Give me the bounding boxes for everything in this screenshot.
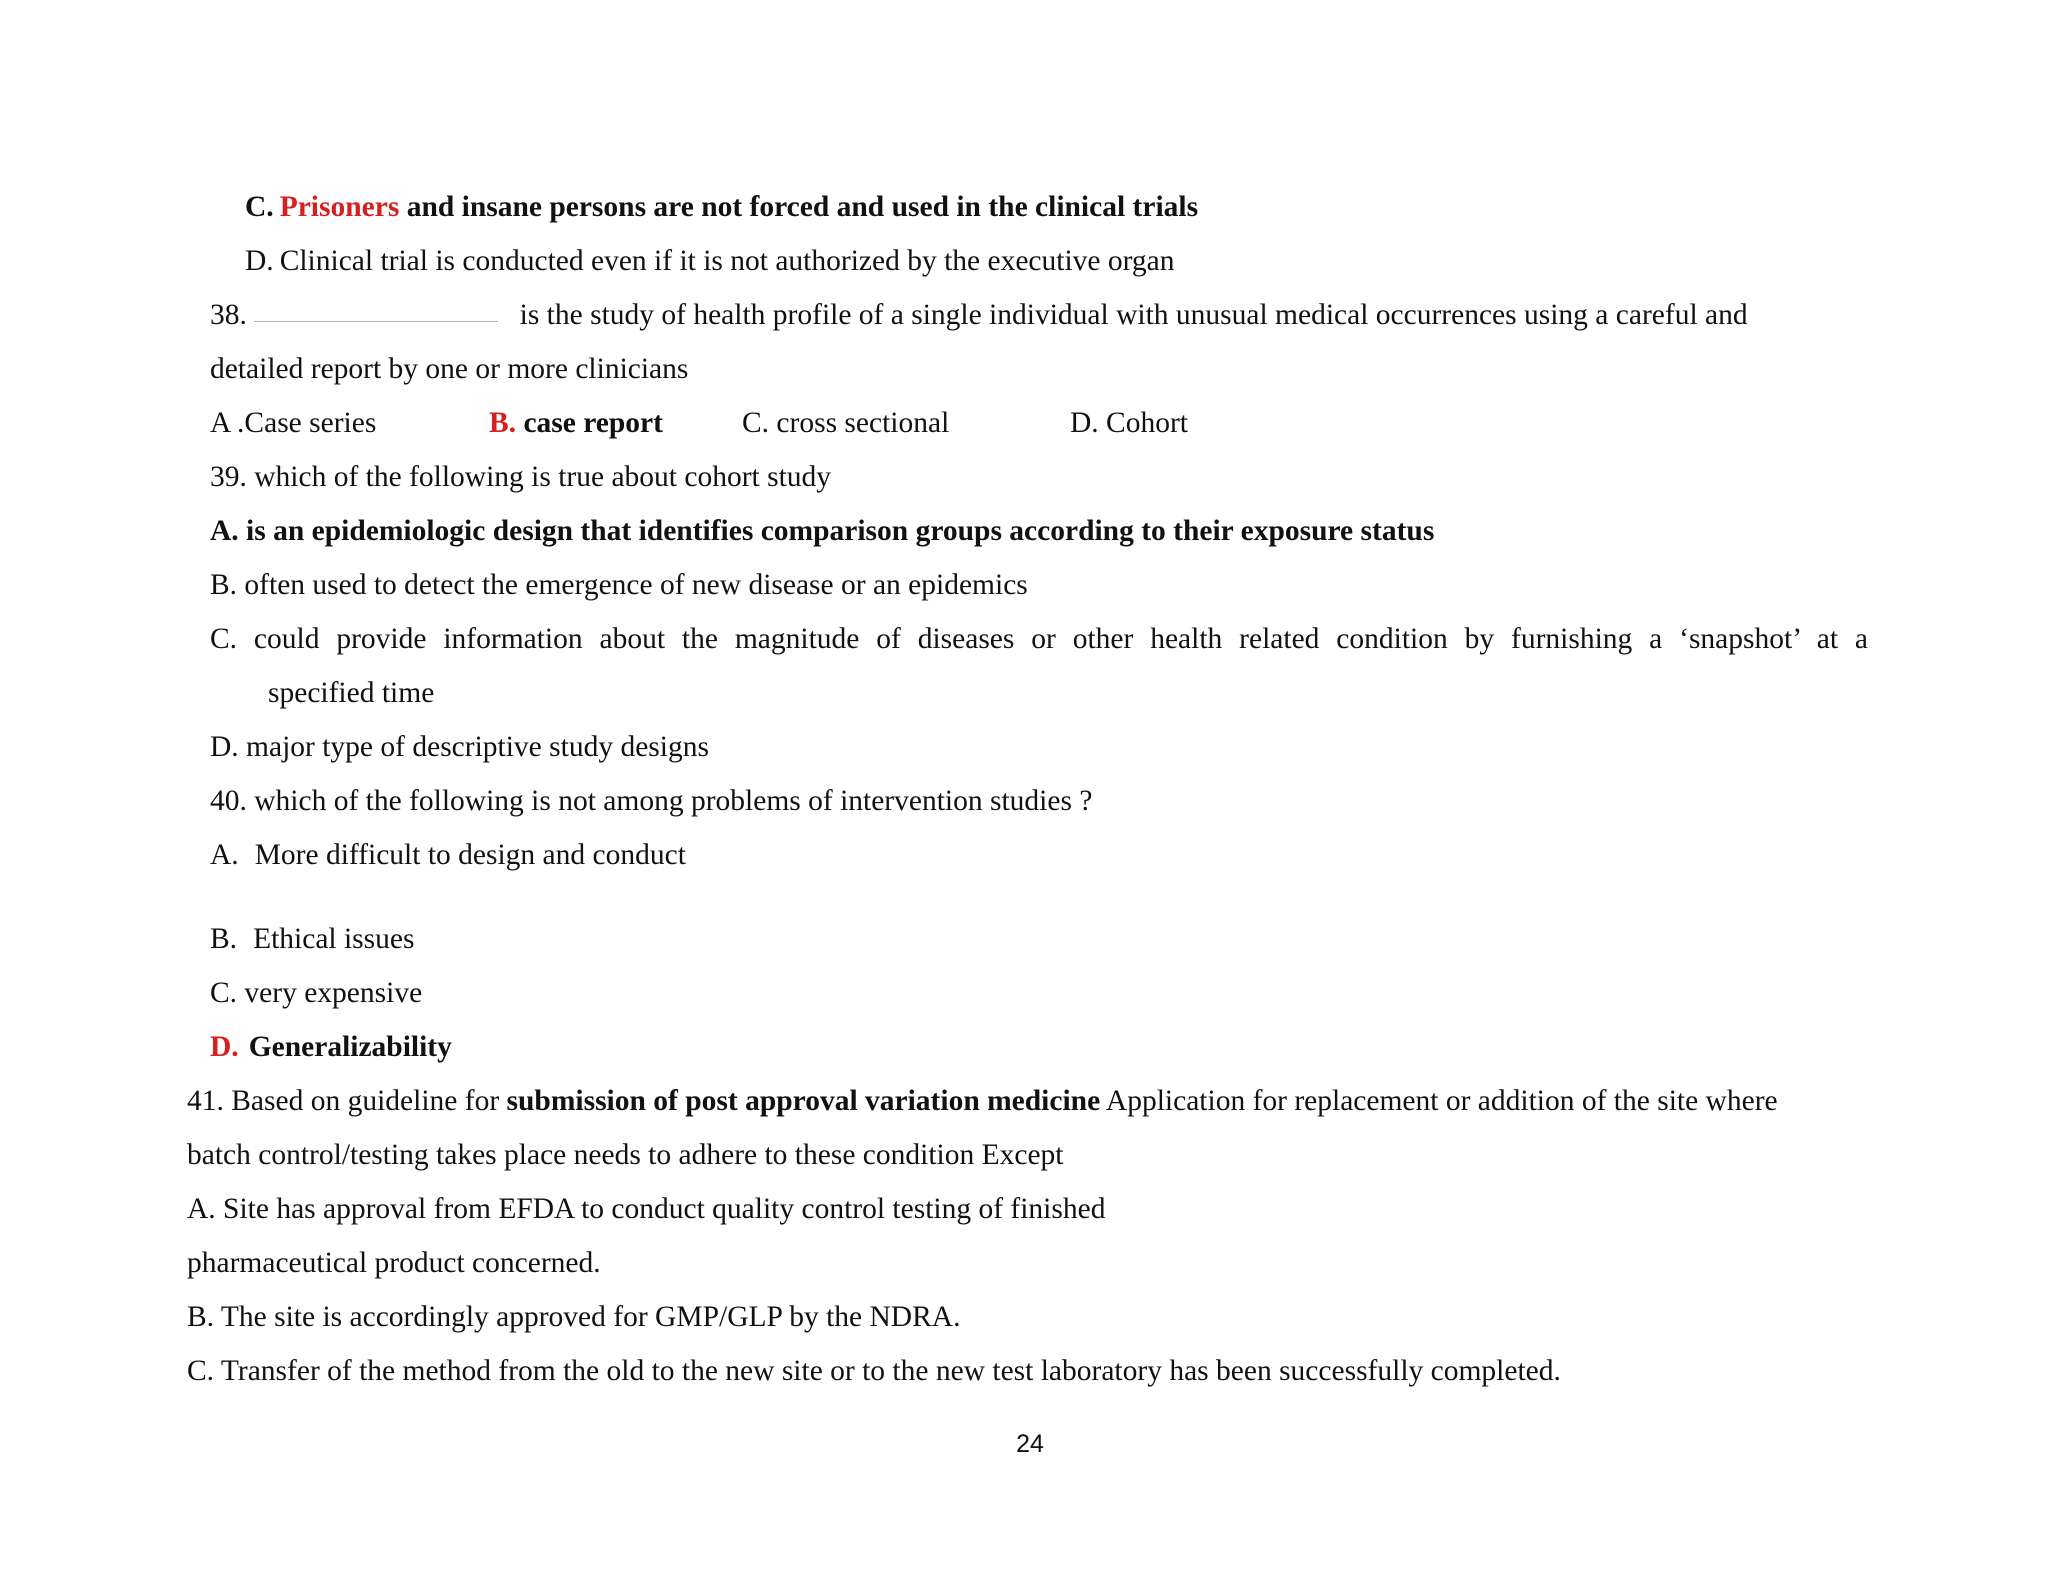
q41-option-a: A. Site has approval from EFDA to conduct quality control testing of finished xyxy=(187,1193,1106,1225)
q41-stem: 41. Based on guideline for submission of post approval variation medicine Application for replacement or addition of the site where xyxy=(187,1085,1778,1117)
q39-option-c: C. could provide information about the magnitude of diseases or other health related condition by furnishing a ‘snapshot’ at a xyxy=(210,623,1868,655)
q37-option-d: D. Clinical trial is conducted even if it is not authorized by the executive organ xyxy=(245,245,1175,277)
q38-option-c: C. cross sectional xyxy=(742,407,950,439)
page-number: 24 xyxy=(1016,1430,1044,1458)
q41-option-c: C. Transfer of the method from the old to the new site or to the new test laboratory has been successfully completed. xyxy=(187,1355,1561,1387)
q39-option-b: B. often used to detect the emergence of new disease or an epidemics xyxy=(210,569,1028,601)
q40-option-c: C. very expensive xyxy=(210,977,423,1009)
q39-option-d: D. major type of descriptive study designs xyxy=(210,731,709,763)
q38-option-b: B. case report xyxy=(489,407,663,439)
q38-option-a: A .Case series xyxy=(210,407,377,439)
q41-option-b: B. The site is accordingly approved for GMP/GLP by the NDRA. xyxy=(187,1301,961,1333)
q38-stem: 38. is the study of health profile of a single individual with unusual medical occurrences using a careful and xyxy=(210,299,1748,331)
q37-option-c: C. Prisoners and insane persons are not forced and used in the clinical trials xyxy=(245,191,1199,223)
q38-stem-line2: detailed report by one or more clinicians xyxy=(210,353,689,385)
q40-option-b: B. Ethical issues xyxy=(210,923,415,955)
q39-option-a: A. is an epidemiologic design that identifies comparison groups according to their exposure status xyxy=(210,515,1435,547)
q40-stem: 40. which of the following is not among problems of intervention studies ? xyxy=(210,785,1093,817)
q40-option-a: A. More difficult to design and conduct xyxy=(210,839,686,871)
q41-stem-line2: batch control/testing takes place needs to adhere to these condition Except xyxy=(187,1139,1064,1171)
q39-option-c-line2: specified time xyxy=(268,677,435,709)
q39-stem: 39. which of the following is true about cohort study xyxy=(210,461,832,493)
answer-highlight: Prisoners xyxy=(279,191,400,223)
q41-option-a-line2: pharmaceutical product concerned. xyxy=(187,1247,601,1279)
q38-option-d: D. Cohort xyxy=(1070,407,1188,439)
q40-option-d: D. Generalizability xyxy=(210,1031,452,1063)
fill-in-blank xyxy=(254,320,498,322)
